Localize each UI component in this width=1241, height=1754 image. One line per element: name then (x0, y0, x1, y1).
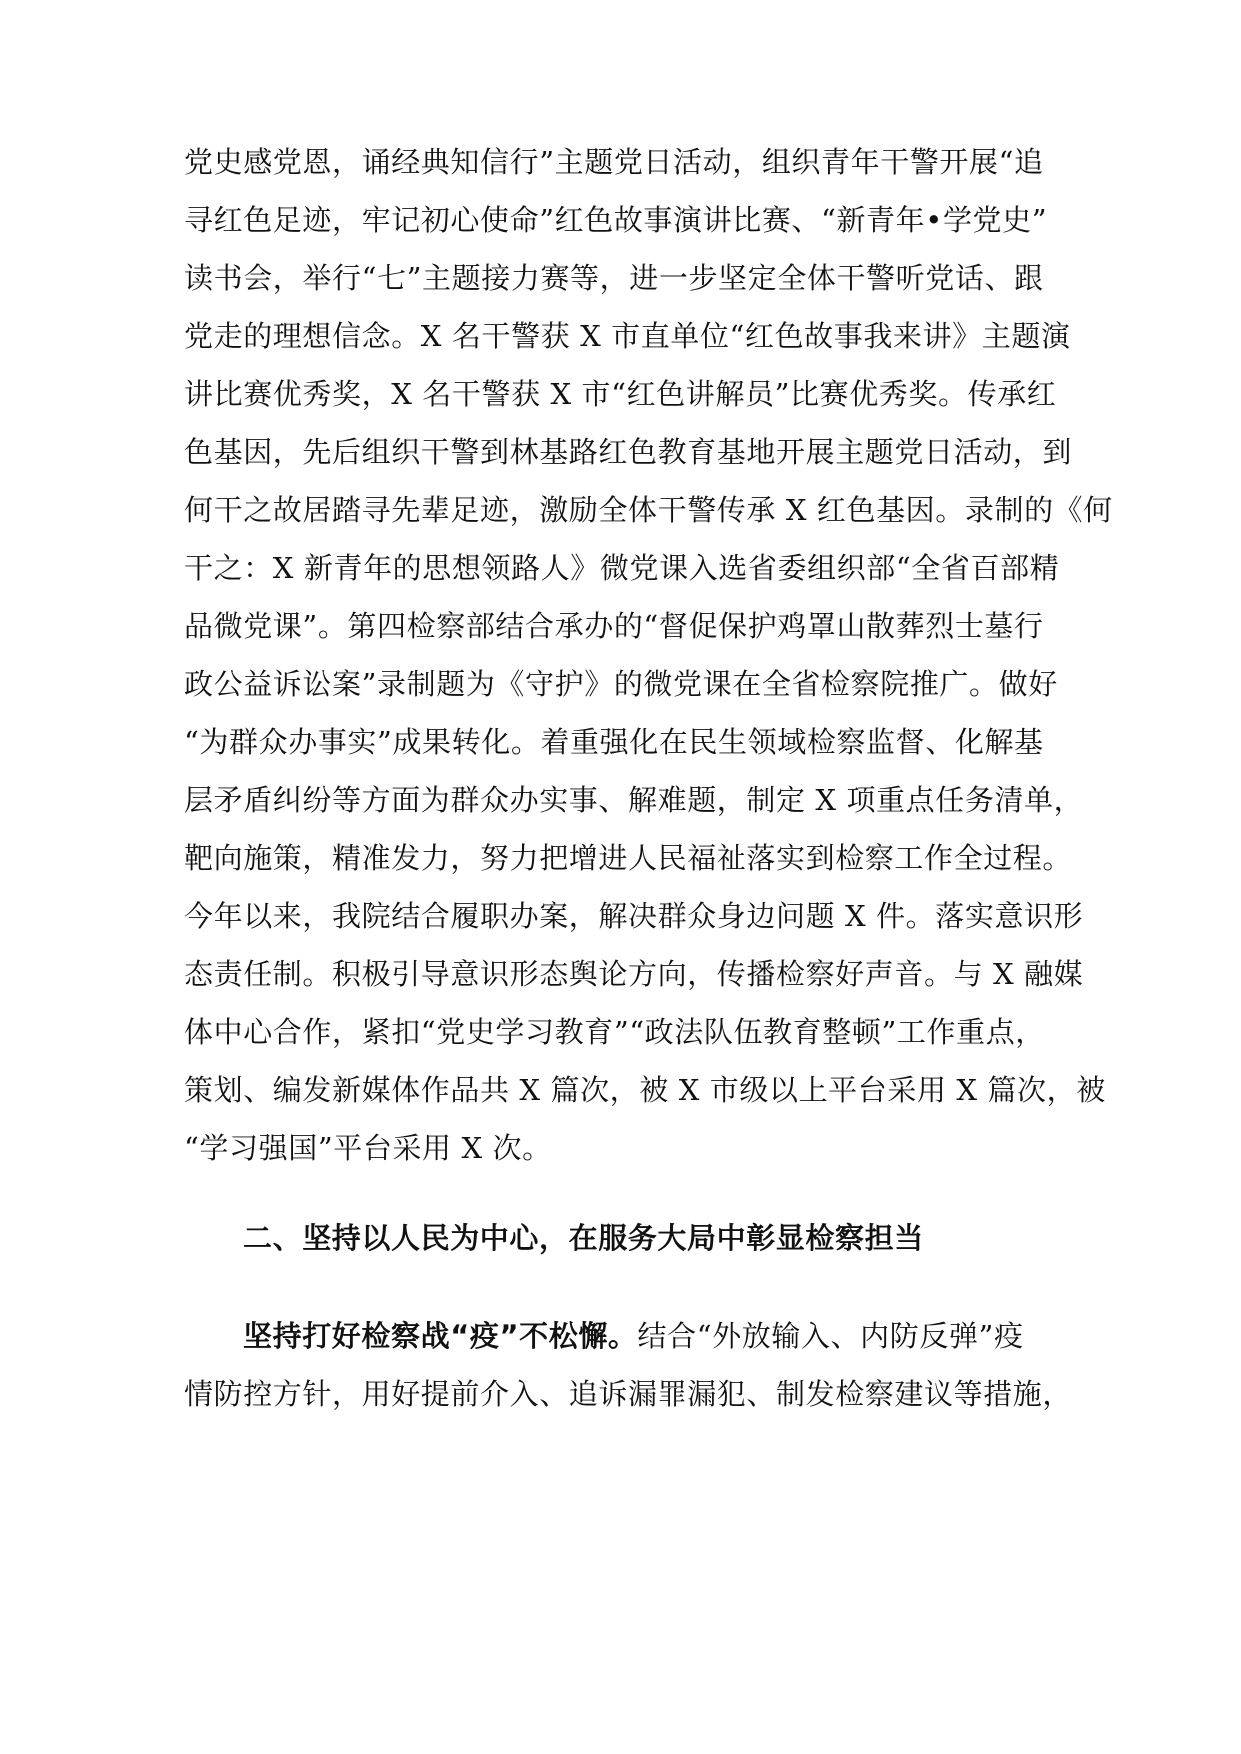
section-heading: 二、坚持以人民为中心，在服务大局中彰显检察担当 (243, 1221, 924, 1255)
body-line: 策划、编发新媒体作品共 X 篇次，被 X 市级以上平台采用 X 篇次，被 (184, 1073, 1106, 1107)
body-line: “学习强国”平台采用 X 次。 (184, 1131, 552, 1165)
paragraph-lead: 坚持打好检察战“疫”不松懈。 (243, 1319, 638, 1353)
body-line: 情防控方针，用好提前介入、追诉漏罪漏犯、制发检察建议等措施， (184, 1377, 1073, 1411)
body-line: 品微党课”。第四检察部结合承办的“督促保护鸡罩山散葬烈士墓行 (184, 609, 1044, 643)
body-line: 干之：X 新青年的思想领路人》微党课入选省委组织部“全省百部精 (184, 551, 1060, 585)
body-line: 何干之故居踏寻先辈足迹，激励全体干警传承 X 红色基因。录制的《何 (184, 493, 1113, 527)
body-line: 层矛盾纠纷等方面为群众办实事、解难题，制定 X 项重点任务清单， (184, 783, 1084, 817)
paragraph-first-line (243, 1316, 1024, 1356)
body-line: 政公益诉讼案”录制题为《守护》的微党课在全省检察院推广。做好 (184, 667, 1058, 701)
body-line: 党史感党恩，诵经典知信行”主题党日活动，组织青年干警开展“追 (184, 145, 1044, 179)
body-line: 体中心合作，紧扣“党史学习教育”“政法队伍教育整顿”工作重点， (184, 1015, 1045, 1049)
body-line: 读书会，举行“七”主题接力赛等，进一步坚定全体干警听党话、跟 (184, 261, 1044, 295)
body-line: 靶向施策，精准发力，努力把增进人民福祉落实到检察工作全过程。 (184, 841, 1073, 875)
body-line: 色基因，先后组织干警到林基路红色教育基地开展主题党日活动，到 (184, 435, 1073, 469)
body-line: 讲比赛优秀奖，X 名干警获 X 市“红色讲解员”比赛优秀奖。传承红 (184, 377, 1057, 411)
body-line: “为群众办事实”成果转化。着重强化在民生领域检察监督、化解基 (184, 725, 1044, 759)
body-line: 寻红色足迹，牢记初心使命”红色故事演讲比赛、“新青年•学党史” (184, 203, 1048, 237)
body-line: 党走的理想信念。X 名干警获 X 市直单位“红色故事我来讲》主题演 (184, 319, 1071, 353)
body-line: 今年以来，我院结合履职办案，解决群众身边问题 X 件。落实意识形 (184, 899, 1084, 933)
paragraph-text: 结合“外放输入、内防反弹”疫 (637, 1319, 1024, 1353)
body-line: 态责任制。积极引导意识形态舆论方向，传播检察好声音。与 X 融媒 (184, 957, 1084, 991)
